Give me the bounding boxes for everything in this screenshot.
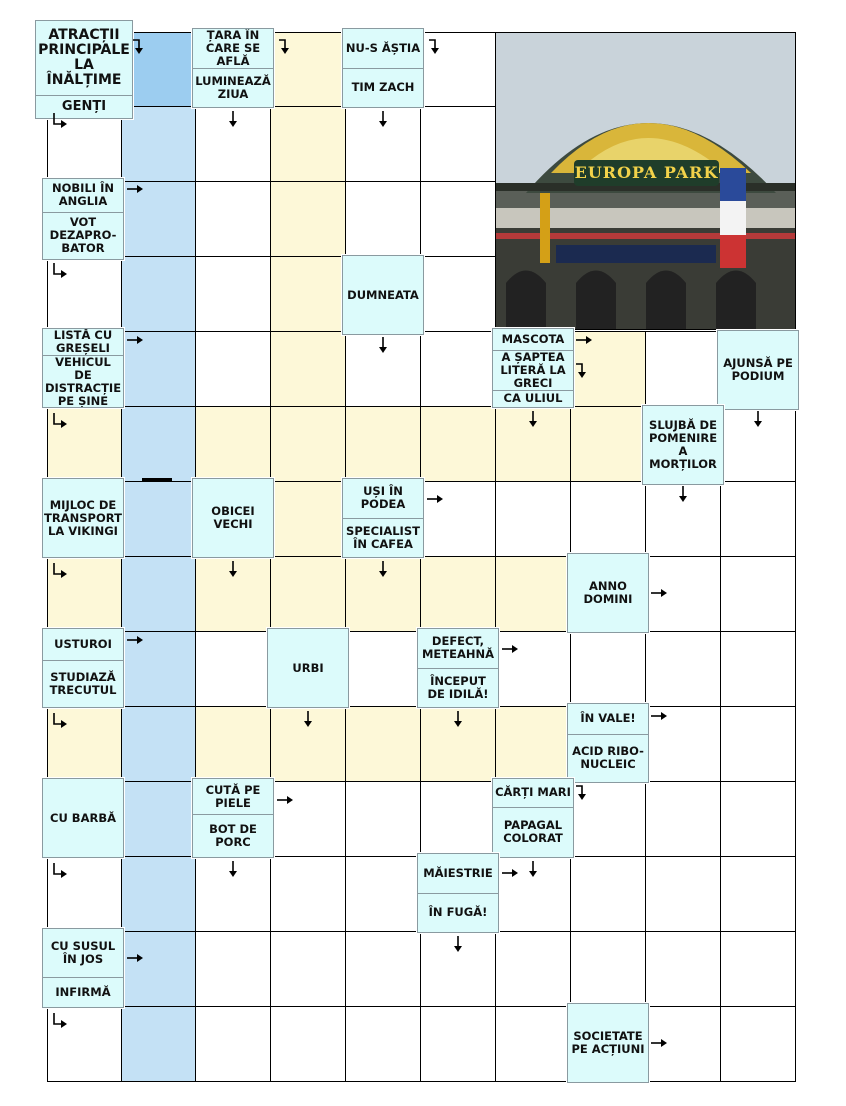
grid-cell[interactable] bbox=[420, 331, 496, 407]
grid-cell[interactable] bbox=[270, 1006, 346, 1082]
clue-text: A ȘAPTEA LITERĂ LA GRECI bbox=[493, 350, 573, 390]
clue-text: DEFECT, METEAHNĂ bbox=[421, 634, 495, 662]
grid-cell[interactable] bbox=[645, 631, 721, 707]
grid-cell[interactable] bbox=[495, 631, 571, 707]
grid-cell[interactable] bbox=[495, 556, 571, 632]
grid-cell[interactable] bbox=[645, 781, 721, 857]
arrow-down-icon bbox=[528, 411, 538, 428]
grid-cell[interactable] bbox=[570, 406, 646, 482]
grid-cell[interactable] bbox=[195, 931, 271, 1007]
grid-cell[interactable] bbox=[195, 256, 271, 332]
clue-text: OBICEI VECHI bbox=[211, 504, 255, 531]
arrow-right-icon bbox=[651, 1038, 668, 1048]
arrow-down-icon bbox=[378, 111, 388, 128]
clue-text: ATRACȚII PRINCIPALE LA ÎNĂLȚIME bbox=[38, 26, 130, 88]
grid-cell[interactable] bbox=[121, 256, 196, 332]
arrow-down-right-icon bbox=[52, 413, 68, 429]
grid-cell[interactable] bbox=[345, 856, 421, 932]
clue-box bbox=[35, 20, 133, 119]
clue-text: DUMNEATA bbox=[347, 287, 419, 302]
clue-text: VOT DEZAPRO-BATOR bbox=[43, 212, 123, 259]
clue-box bbox=[567, 703, 649, 783]
clue-text: ȚARA ÎN CARE SE AFLĂ bbox=[205, 28, 261, 68]
grid-cell[interactable] bbox=[645, 331, 721, 407]
arrow-right-icon bbox=[427, 494, 444, 504]
clue-text: ÎN VALE! bbox=[580, 711, 636, 726]
arrow-down-icon bbox=[453, 936, 463, 953]
grid-cell[interactable] bbox=[195, 631, 271, 707]
clue-box bbox=[42, 628, 124, 708]
clue-box bbox=[192, 28, 274, 108]
grid-cell[interactable] bbox=[270, 331, 346, 407]
grid-cell[interactable] bbox=[345, 631, 421, 707]
arrow-down-right-icon bbox=[52, 713, 68, 729]
clue-box bbox=[567, 1003, 649, 1083]
clue-text: BOT DE PORC bbox=[193, 814, 273, 857]
grid-cell[interactable] bbox=[720, 631, 796, 707]
arrow-down-icon bbox=[453, 711, 463, 728]
clue-text: ACID RIBO-NUCLEIC bbox=[568, 734, 648, 782]
arrow-right-down-icon bbox=[133, 38, 147, 56]
clue-text: CU SUSUL ÎN JOS bbox=[50, 939, 116, 967]
grid-cell[interactable] bbox=[270, 406, 346, 482]
word-divider bbox=[142, 478, 172, 482]
clue-text: MIJLOC DE TRANSPORT LA VIKINGI bbox=[44, 497, 122, 538]
grid-cell[interactable] bbox=[345, 1006, 421, 1082]
clue-text: PAPAGAL COLORAT bbox=[493, 807, 573, 858]
grid-cell[interactable] bbox=[570, 631, 646, 707]
grid-cell[interactable] bbox=[495, 931, 571, 1007]
clue-box bbox=[342, 28, 424, 108]
arrow-right-icon bbox=[277, 795, 294, 805]
clue-box bbox=[717, 330, 799, 410]
grid-cell[interactable] bbox=[720, 556, 796, 632]
clue-box bbox=[267, 628, 349, 708]
clue-text: CĂRȚI MARI bbox=[495, 785, 571, 800]
grid-cell[interactable] bbox=[270, 781, 346, 857]
clue-text: CUTĂ PE PIELE bbox=[205, 782, 261, 810]
grid-cell[interactable] bbox=[270, 106, 346, 182]
clue-text: URBI bbox=[292, 660, 324, 675]
clue-text: NU-S ĂȘTIA bbox=[345, 40, 421, 55]
grid-cell[interactable] bbox=[345, 781, 421, 857]
clue-box bbox=[417, 628, 499, 708]
clue-box bbox=[42, 178, 124, 260]
clue-box bbox=[42, 478, 124, 558]
clue-text: VEHICUL DE DISTRACȚIE PE ȘINE bbox=[44, 355, 122, 408]
clue-text: SPECIALIST ÎN CAFEA bbox=[343, 518, 423, 558]
grid-cell[interactable] bbox=[570, 856, 646, 932]
grid-cell[interactable] bbox=[720, 481, 796, 557]
clue-text: CA ULIUL bbox=[493, 390, 573, 407]
grid-cell[interactable] bbox=[195, 181, 271, 257]
grid-cell[interactable] bbox=[420, 181, 496, 257]
clue-text: CU BARBĂ bbox=[50, 810, 116, 825]
grid-cell[interactable] bbox=[345, 706, 421, 782]
clue-box bbox=[417, 853, 499, 933]
clue-text: ÎN FUGĂ! bbox=[418, 893, 498, 933]
grid-cell[interactable] bbox=[420, 256, 496, 332]
arrow-down-right-icon bbox=[52, 1013, 68, 1029]
clue-text: USTUROI bbox=[54, 636, 112, 651]
europa-park-photo bbox=[495, 32, 796, 330]
arrow-right-icon bbox=[502, 644, 519, 654]
arrow-right-down-icon bbox=[279, 38, 293, 56]
grid-cell[interactable] bbox=[195, 331, 271, 407]
grid-cell[interactable] bbox=[570, 931, 646, 1007]
grid-cell[interactable] bbox=[570, 481, 646, 557]
grid-cell[interactable] bbox=[121, 481, 196, 557]
arrow-right-down-icon bbox=[429, 38, 443, 56]
clue-box bbox=[642, 405, 724, 485]
grid-cell[interactable] bbox=[720, 1006, 796, 1082]
clue-text: MASCOTA bbox=[501, 331, 565, 346]
arrow-down-icon bbox=[753, 411, 763, 428]
clue-text: SLUJBĂ DE POMENIRE A MORȚILOR bbox=[648, 418, 718, 471]
grid-cell[interactable] bbox=[345, 406, 421, 482]
clue-text: STUDIAZĂ TRECUTUL bbox=[43, 660, 123, 707]
arrow-right-icon bbox=[651, 588, 668, 598]
arrow-right-icon bbox=[127, 184, 144, 194]
clue-text: NOBILI ÎN ANGLIA bbox=[52, 181, 114, 209]
arrow-right-down-icon bbox=[576, 784, 590, 802]
grid-cell[interactable] bbox=[720, 856, 796, 932]
clue-box bbox=[192, 778, 274, 858]
arrow-down-icon bbox=[228, 561, 238, 578]
clue-box bbox=[342, 255, 424, 335]
clue-box bbox=[492, 328, 574, 408]
grid-cell[interactable] bbox=[420, 106, 496, 182]
grid-cell[interactable] bbox=[495, 706, 571, 782]
clue-text: LISTĂ CU GREȘELI bbox=[53, 328, 113, 355]
grid-cell[interactable] bbox=[495, 481, 571, 557]
arrow-right-icon bbox=[651, 711, 668, 721]
grid-cell[interactable] bbox=[121, 556, 196, 632]
clue-text: LUMINEAZĂ ZIUA bbox=[193, 68, 273, 107]
grid-cell[interactable] bbox=[121, 856, 196, 932]
arrow-down-icon bbox=[678, 486, 688, 503]
arrow-down-icon bbox=[378, 561, 388, 578]
arrow-down-icon bbox=[378, 337, 388, 354]
grid-cell[interactable] bbox=[420, 781, 496, 857]
clue-box bbox=[492, 778, 574, 858]
clue-box bbox=[567, 553, 649, 633]
grid-cell[interactable] bbox=[420, 556, 496, 632]
arrow-right-icon bbox=[502, 868, 519, 878]
arrow-right-icon bbox=[127, 953, 144, 963]
grid-cell[interactable] bbox=[420, 1006, 496, 1082]
clue-box bbox=[42, 778, 124, 858]
arrow-down-icon bbox=[228, 111, 238, 128]
grid-cell[interactable] bbox=[270, 856, 346, 932]
arrow-right-down-icon bbox=[576, 362, 590, 380]
grid-cell[interactable] bbox=[270, 181, 346, 257]
clue-box bbox=[42, 328, 124, 408]
arrow-down-icon bbox=[228, 861, 238, 878]
grid-cell[interactable] bbox=[720, 931, 796, 1007]
grid-cell[interactable] bbox=[121, 706, 196, 782]
clue-text: UȘI ÎN PODEA bbox=[360, 484, 406, 512]
grid-cell[interactable] bbox=[270, 481, 346, 557]
arrow-down-right-icon bbox=[52, 863, 68, 879]
grid-cell[interactable] bbox=[645, 856, 721, 932]
grid-cell[interactable] bbox=[345, 931, 421, 1007]
clue-text: ÎNCEPUT DE IDILĂ! bbox=[418, 668, 498, 708]
grid-cell[interactable] bbox=[270, 556, 346, 632]
arrow-down-right-icon bbox=[52, 263, 68, 279]
clue-text: MĂIESTRIE bbox=[423, 865, 493, 880]
clue-text: INFIRMĂ bbox=[43, 977, 123, 1007]
park-sign: EUROPA PARK bbox=[574, 160, 719, 186]
grid-cell[interactable] bbox=[720, 706, 796, 782]
grid-cell[interactable] bbox=[121, 406, 196, 482]
grid-cell[interactable] bbox=[195, 706, 271, 782]
arrow-right-icon bbox=[576, 335, 593, 345]
arrow-down-right-icon bbox=[52, 563, 68, 579]
arrow-down-right-icon bbox=[52, 113, 68, 129]
grid-cell[interactable] bbox=[720, 781, 796, 857]
grid-cell[interactable] bbox=[420, 481, 496, 557]
grid-cell[interactable] bbox=[121, 931, 196, 1007]
arrow-right-icon bbox=[127, 635, 144, 645]
grid-cell[interactable] bbox=[121, 1006, 196, 1082]
grid-cell[interactable] bbox=[645, 931, 721, 1007]
clue-text: TIM ZACH bbox=[343, 68, 423, 108]
clue-text: GENȚI bbox=[36, 95, 132, 118]
arrow-down-icon bbox=[303, 711, 313, 728]
clue-box bbox=[192, 478, 274, 558]
clue-box bbox=[342, 478, 424, 558]
arrow-right-icon bbox=[127, 335, 144, 345]
grid-cell[interactable] bbox=[420, 406, 496, 482]
grid-cell[interactable] bbox=[270, 256, 346, 332]
grid-cell[interactable] bbox=[195, 1006, 271, 1082]
arrow-down-icon bbox=[528, 861, 538, 878]
grid-cell[interactable] bbox=[195, 406, 271, 482]
clue-text: SOCIETATE PE ACȚIUNI bbox=[571, 1029, 645, 1056]
grid-cell[interactable] bbox=[270, 931, 346, 1007]
grid-cell[interactable] bbox=[345, 181, 421, 257]
grid-cell[interactable] bbox=[495, 1006, 571, 1082]
clue-text: AJUNSĂ PE PODIUM bbox=[723, 356, 793, 383]
clue-box bbox=[42, 928, 124, 1008]
clue-text: ANNO DOMINI bbox=[583, 579, 633, 606]
grid-cell[interactable] bbox=[121, 781, 196, 857]
